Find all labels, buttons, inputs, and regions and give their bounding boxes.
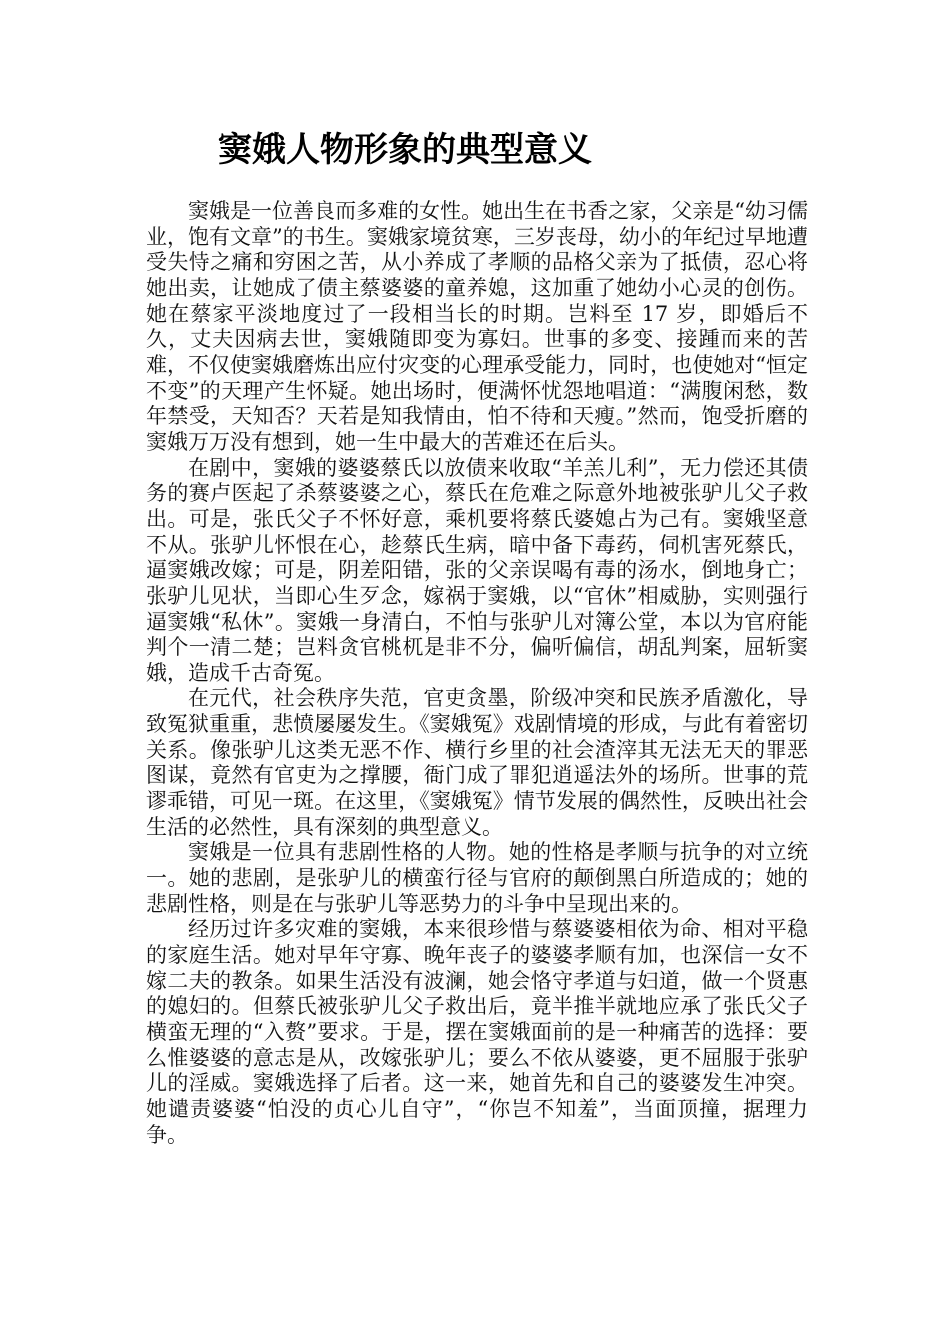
paragraph: 在剧中，窦娥的婆婆蔡氏以放债来收取“羊羔儿利”，无力偿还其债务的赛卢医起了杀蔡婆婆之心，蔡氏在危难之际意外地被张驴儿父子救出。可是，张氏父子不怀好意，乘机要将蔡氏婆媳占为己有。窦娥坚意不从。张驴儿怀恨在心，趁蔡氏生病，暗中备下毒药，伺机害死蔡氏，逼窦娥改嫁；可是，阴差阳错，张的父亲误喝有毒的汤水，倒地身亡；张驴儿见状，当即心生歹念，嫁祸于窦娥，以“官休”相威胁，实则强行逼窦娥“私休”。窦娥一身清白，不怕与张驴儿对簿公堂，本以为官府能判个一清二楚；岂料贪官桃杌是非不分，偏听偏信，胡乱判案，屈斩窦娥，造成千古奇冤。 (146, 455, 808, 685)
paragraph: 窦娥是一位善良而多难的女性。她出生在书香之家，父亲是“幼习儒业，饱有文章”的书生。窦娥家境贫寒，三岁丧母，幼小的年纪过早地遭受失恃之痛和穷困之苦，从小养成了孝顺的品格父亲为了抵债，忍心将她出卖，让她成了债主蔡婆婆的童养媳，这加重了她幼小心灵的创伤。她在蔡家平淡地度过了一段相当长的时期。岂料至 17 岁，即婚后不久，丈夫因病去世，窦娥随即变为寡妇。世事的多变、接踵而来的苦难，不仅使窦娥磨炼出应付灾变的心理承受能力，同时，也使她对“恒定不变”的天理产生怀疑。她出场时，便满怀忧怨地唱道：“满腹闲愁，数年禁受，天知否？天若是知我情由，怕不待和天瘦。”然而，饱受折磨的窦娥万万没有想到，她一生中最大的苦难还在后头。 (146, 199, 808, 454)
document-body (146, 199, 808, 1148)
paragraph: 在元代，社会秩序失范，官吏贪墨，阶级冲突和民族矛盾激化，导致冤狱重重，悲愤屡屡发生。《窦娥冤》戏剧情境的形成，与此有着密切关系。像张驴儿这类无恶不作、横行乡里的社会渣滓其无法无天的罪恶图谋，竟然有官吏为之撑腰，衙门成了罪犯逍遥法外的场所。世事的荒谬乖错，可见一斑。在这里，《窦娥冤》情节发展的偶然性，反映出社会生活的必然性，具有深刻的典型意义。 (146, 686, 808, 839)
paragraph: 经历过许多灾难的窦娥，本来很珍惜与蔡婆婆相依为命、相对平稳的家庭生活。她对早年守寡、晚年丧子的婆婆孝顺有加，也深信一女不嫁二夫的教条。如果生活没有波澜，她会恪守孝道与妇道，做一个贤惠的媳妇的。但蔡氏被张驴儿父子救出后，竟半推半就地应承了张氏父子横蛮无理的“入赘”要求。于是，摆在窦娥面前的是一种痛苦的选择：要么惟婆婆的意志是从，改嫁张驴儿；要么不依从婆婆，更不屈服于张驴儿的淫威。窦娥选择了后者。这一来，她首先和自己的婆婆发生冲突。她谴责婆婆“怕没的贞心儿自守”，“你岂不知羞”，当面顶撞，据理力争。 (146, 917, 808, 1147)
paragraph: 窦娥是一位具有悲剧性格的人物。她的性格是孝顺与抗争的对立统一。她的悲剧，是张驴儿的横蛮行径与官府的颠倒黑白所造成的；她的悲剧性格，则是在与张驴儿等恶势力的斗争中呈现出来的。 (146, 840, 808, 916)
document-title: 窦娥人物形象的典型意义 (218, 130, 592, 170)
